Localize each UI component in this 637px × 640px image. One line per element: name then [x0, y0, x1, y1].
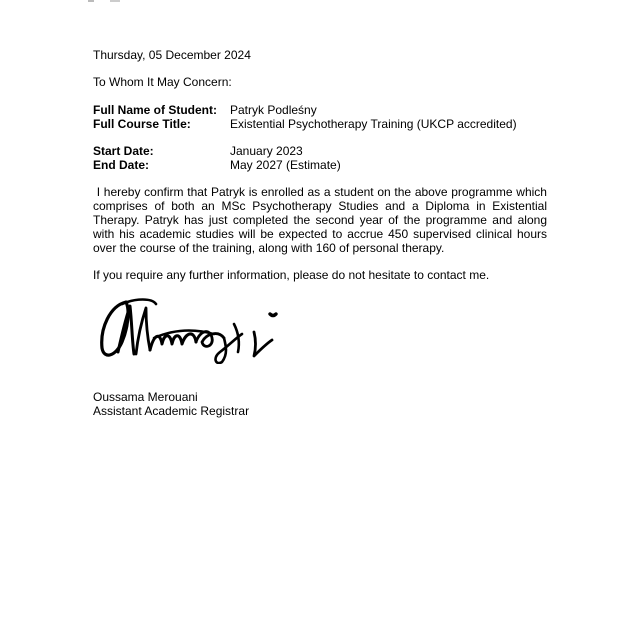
- signatory-title: Assistant Academic Registrar: [93, 404, 250, 418]
- field-value: January 2023: [230, 144, 303, 158]
- field-row-start-date: [93, 144, 547, 158]
- field-label: Full Course Title:: [93, 117, 191, 131]
- field-row-course-title: [93, 117, 547, 131]
- top-edge-artifact: [88, 0, 128, 2]
- closing-line: If you require any further information, please do not hesitate to contact me.: [93, 268, 490, 282]
- letter-date: Thursday, 05 December 2024: [93, 48, 251, 62]
- field-value: Existential Psychotherapy Training (UKCP accredited): [230, 117, 517, 131]
- signature-block: [93, 390, 393, 418]
- letter-body: [93, 48, 551, 282]
- field-label: Start Date:: [93, 144, 154, 158]
- field-value: Patryk Podleśny: [230, 103, 317, 117]
- confirmation-paragraph: I hereby confirm that Patryk is enrolled as a student on the above programme which comprises of both an MSc Psychotherapy Studies and a Diploma in Existential Therapy. Patryk has just completed the second year of the programme and along with his academic studies will be expected to accrue 450 supervised clinical hours over the course of the training, along with 160 of personal therapy.: [93, 185, 551, 255]
- field-label: End Date:: [93, 158, 150, 172]
- signatory-name: Oussama Merouani: [93, 390, 198, 404]
- field-label: Full Name of Student:: [93, 103, 217, 117]
- field-row-student-name: [93, 103, 547, 117]
- field-value: May 2027 (Estimate): [230, 158, 341, 172]
- field-row-end-date: [93, 158, 547, 172]
- salutation: To Whom It May Concern:: [93, 75, 232, 89]
- handwritten-signature: [96, 294, 286, 364]
